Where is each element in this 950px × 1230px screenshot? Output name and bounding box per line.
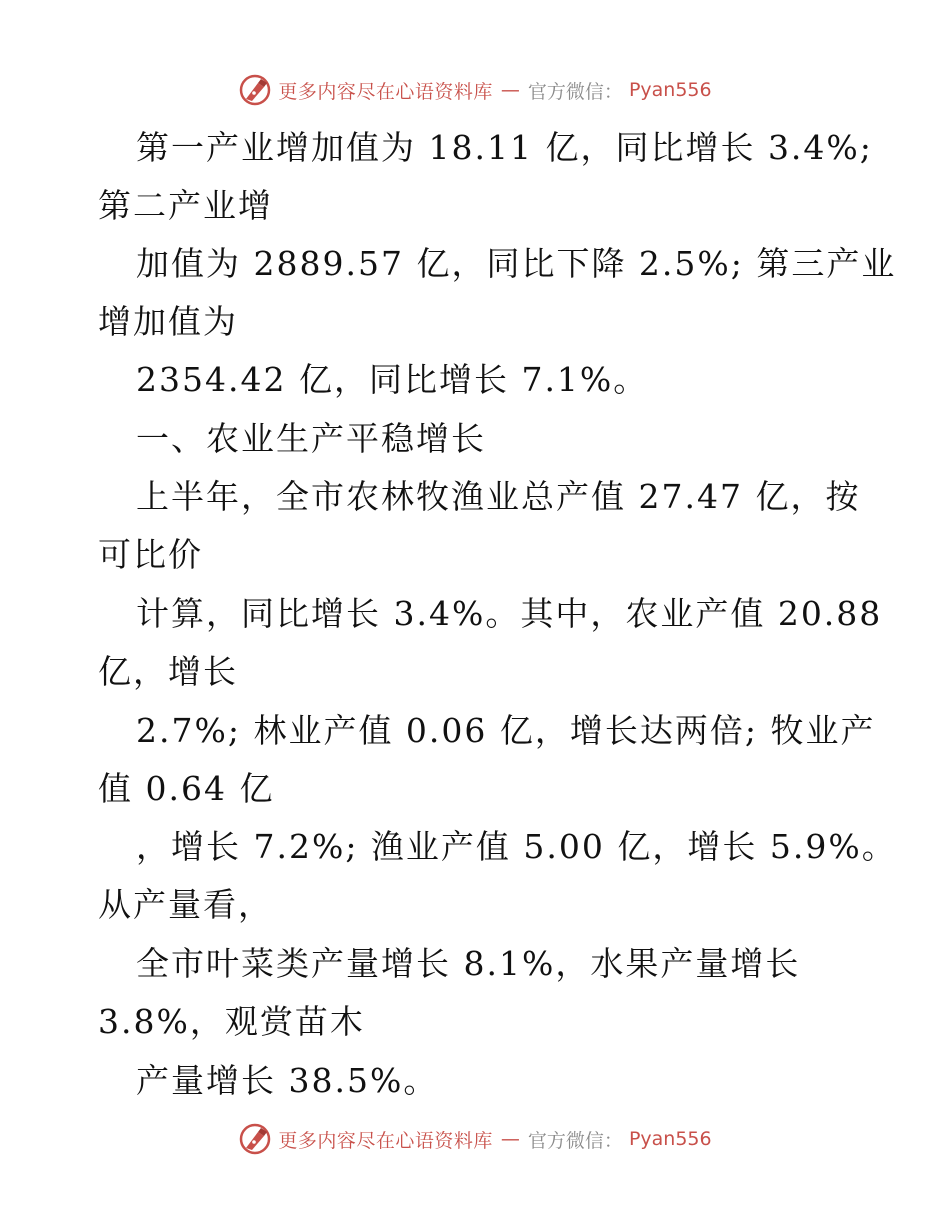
body-line: 2.7%; 林业产值 0.06 亿，增长达两倍; 牧业产 xyxy=(136,711,876,750)
watermark-wechat-label: 官方微信： xyxy=(527,80,623,103)
watermark-wechat-id: Pyan556 xyxy=(628,1128,712,1150)
body-line: 产量增长 38.5%。 xyxy=(136,1061,439,1100)
watermark-wechat-label: 官方微信： xyxy=(527,1129,623,1152)
pen-nib-logo-icon xyxy=(238,1122,272,1156)
body-line: 值 0.64 亿 xyxy=(98,769,275,808)
pen-nib-logo-icon xyxy=(238,73,272,107)
body-line: ，增长 7.2%; 渔业产值 5.00 亿，增长 5.9%。 xyxy=(136,827,897,866)
body-line: 第一产业增加值为 18.11 亿，同比增长 3.4%; xyxy=(136,128,873,167)
watermark-footer xyxy=(0,1119,950,1159)
watermark-text: 更多内容尽在心语资料库 xyxy=(278,1129,493,1152)
watermark-wechat-id: Pyan556 xyxy=(628,79,712,101)
section-heading: 一、农业生产平稳增长 xyxy=(136,419,486,458)
watermark-header xyxy=(0,70,950,110)
watermark-dash: — xyxy=(500,79,520,101)
body-line: 可比价 xyxy=(98,535,203,574)
body-line: 亿，增长 xyxy=(98,652,238,691)
body-line: 2354.42 亿，同比增长 7.1%。 xyxy=(136,360,649,399)
body-line: 从产量看， xyxy=(98,885,273,924)
body-line: 加值为 2889.57 亿，同比下降 2.5%; 第三产业 xyxy=(136,244,897,283)
body-line: 全市叶菜类产量增长 8.1%，水果产量增长 xyxy=(136,944,801,983)
body-line: 3.8%，观赏苗木 xyxy=(98,1002,365,1041)
body-line: 增加值为 xyxy=(98,302,238,341)
body-line: 上半年，全市农林牧渔业总产值 27.47 亿，按 xyxy=(136,477,861,516)
body-line: 计算，同比增长 3.4%。其中，农业产值 20.88 xyxy=(136,594,883,633)
body-line: 第二产业增 xyxy=(98,186,273,225)
watermark-text: 更多内容尽在心语资料库 xyxy=(278,80,493,103)
watermark-dash: — xyxy=(500,1128,520,1150)
